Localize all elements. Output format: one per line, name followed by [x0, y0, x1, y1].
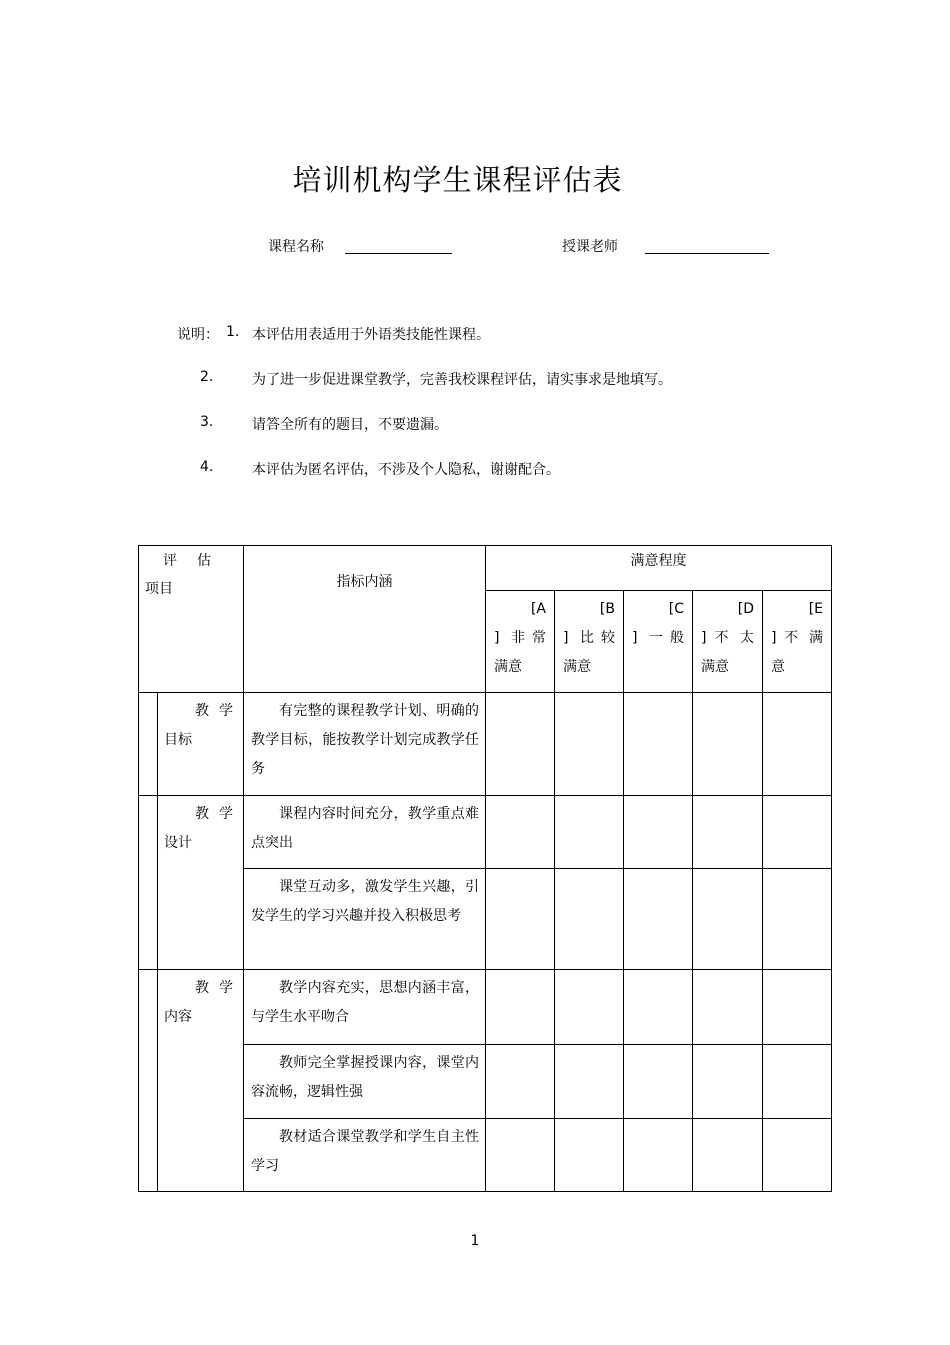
evaluation-table — [138, 545, 832, 1192]
option-code: [D — [737, 601, 754, 617]
indicator-text: 课堂互动多，激发学生兴趣，引发学生的学习兴趣并投入积极思考 — [251, 879, 479, 924]
rating-cell-e[interactable] — [763, 693, 832, 796]
header-satisfaction-label: 满意程度 — [630, 553, 687, 569]
notes-prefix: 说明： — [177, 327, 219, 343]
rating-cell-c[interactable] — [624, 1045, 693, 1119]
option-label: 满意 — [563, 659, 591, 675]
indicator-cell — [244, 970, 486, 1045]
indicator-text: 教材适合课堂教学和学生自主性学习 — [251, 1129, 479, 1174]
indicator-cell — [244, 796, 486, 869]
rating-cell-d[interactable] — [693, 1119, 763, 1192]
indicator-text: 教师完全掌握授课内容，课堂内容流畅，逻辑性强 — [251, 1055, 479, 1100]
rating-cell-a[interactable] — [486, 869, 555, 970]
header-indicator-label: 指标内涵 — [336, 574, 393, 590]
option-label: ] 比较 — [563, 630, 615, 646]
option-label: ] 不 太 — [701, 630, 754, 646]
rating-cell-a[interactable] — [486, 970, 555, 1045]
rating-cell-b[interactable] — [555, 1045, 624, 1119]
rating-cell-a[interactable] — [486, 693, 555, 796]
note-text: 本评估用表适用于外语类技能性课程。 — [252, 327, 490, 343]
option-a-header — [486, 591, 555, 693]
rating-cell-b[interactable] — [555, 970, 624, 1045]
rating-cell-e[interactable] — [763, 1119, 832, 1192]
option-code: [B — [599, 601, 615, 617]
teacher-label: 授课老师 — [562, 239, 618, 255]
rating-cell-c[interactable] — [624, 1119, 693, 1192]
note-text: 本评估为匿名评估，不涉及个人隐私，谢谢配合。 — [252, 462, 560, 478]
category-top: 教学 — [195, 980, 243, 996]
option-b-header — [555, 591, 624, 693]
rating-cell-d[interactable] — [693, 970, 763, 1045]
option-label: 满意 — [701, 659, 729, 675]
rating-cell-e[interactable] — [763, 796, 832, 869]
category-bottom: 内容 — [164, 1009, 192, 1025]
course-name-label: 课程名称 — [268, 239, 324, 255]
category-cell — [158, 796, 244, 970]
option-label: 意 — [771, 659, 785, 675]
rating-cell-b[interactable] — [555, 1119, 624, 1192]
rating-cell-e[interactable] — [763, 869, 832, 970]
option-code: [C — [668, 601, 684, 617]
header-satisfaction — [486, 546, 832, 591]
rating-cell-b[interactable] — [555, 693, 624, 796]
table-row — [139, 796, 832, 869]
rating-cell-d[interactable] — [693, 869, 763, 970]
row-stub — [139, 693, 158, 796]
category-cell — [158, 970, 244, 1192]
indicator-text: 有完整的课程教学计划、明确的教学目标，能按教学计划完成教学任务 — [251, 703, 479, 777]
header-indicator — [244, 546, 486, 693]
header-eval-item — [139, 546, 244, 693]
rating-cell-c[interactable] — [624, 693, 693, 796]
category-cell — [158, 693, 244, 796]
rating-cell-a[interactable] — [486, 1119, 555, 1192]
rating-cell-d[interactable] — [693, 1045, 763, 1119]
note-number: 1. — [226, 324, 240, 340]
row-stub — [139, 796, 158, 970]
option-label: ] 一般 — [632, 630, 684, 646]
category-bottom: 设计 — [164, 835, 192, 851]
rating-cell-b[interactable] — [555, 796, 624, 869]
indicator-cell — [244, 1119, 486, 1192]
note-number: 3. — [200, 414, 214, 430]
option-label: ] 非常 — [494, 630, 546, 646]
category-top: 教学 — [195, 806, 243, 822]
page-number: 1 — [470, 1233, 480, 1249]
rating-cell-e[interactable] — [763, 1045, 832, 1119]
header-eval-bottom: 项目 — [145, 581, 173, 597]
rating-cell-c[interactable] — [624, 796, 693, 869]
row-stub — [139, 970, 158, 1192]
indicator-text: 课程内容时间充分，教学重点难点突出 — [251, 806, 479, 851]
option-label: ] 不 满 — [771, 630, 823, 646]
header-eval-top: 评估 — [163, 553, 231, 569]
indicator-cell — [244, 1045, 486, 1119]
table-row — [139, 970, 832, 1045]
page-title: 培训机构学生课程评估表 — [292, 163, 623, 197]
indicator-text: 教学内容充实，思想内涵丰富，与学生水平吻合 — [251, 980, 479, 1025]
indicator-cell — [244, 869, 486, 970]
table-row — [139, 693, 832, 796]
option-e-header — [763, 591, 832, 693]
option-d-header — [693, 591, 763, 693]
note-number: 4. — [200, 459, 214, 475]
rating-cell-c[interactable] — [624, 869, 693, 970]
note-text: 为了进一步促进课堂教学，完善我校课程评估，请实事求是地填写。 — [252, 372, 672, 388]
category-top: 教学 — [195, 703, 243, 719]
option-label: 满意 — [494, 659, 522, 675]
rating-cell-b[interactable] — [555, 869, 624, 970]
note-text: 请答全所有的题目，不要遗漏。 — [252, 417, 448, 433]
rating-cell-d[interactable] — [693, 796, 763, 869]
rating-cell-c[interactable] — [624, 970, 693, 1045]
rating-cell-a[interactable] — [486, 1045, 555, 1119]
course-name-field[interactable] — [345, 253, 452, 254]
teacher-field[interactable] — [645, 253, 769, 254]
note-number: 2. — [200, 369, 214, 385]
option-code: [A — [530, 601, 546, 617]
option-code: [E — [808, 601, 823, 617]
rating-cell-a[interactable] — [486, 796, 555, 869]
category-bottom: 目标 — [164, 732, 192, 748]
rating-cell-d[interactable] — [693, 693, 763, 796]
indicator-cell — [244, 693, 486, 796]
option-c-header — [624, 591, 693, 693]
rating-cell-e[interactable] — [763, 970, 832, 1045]
